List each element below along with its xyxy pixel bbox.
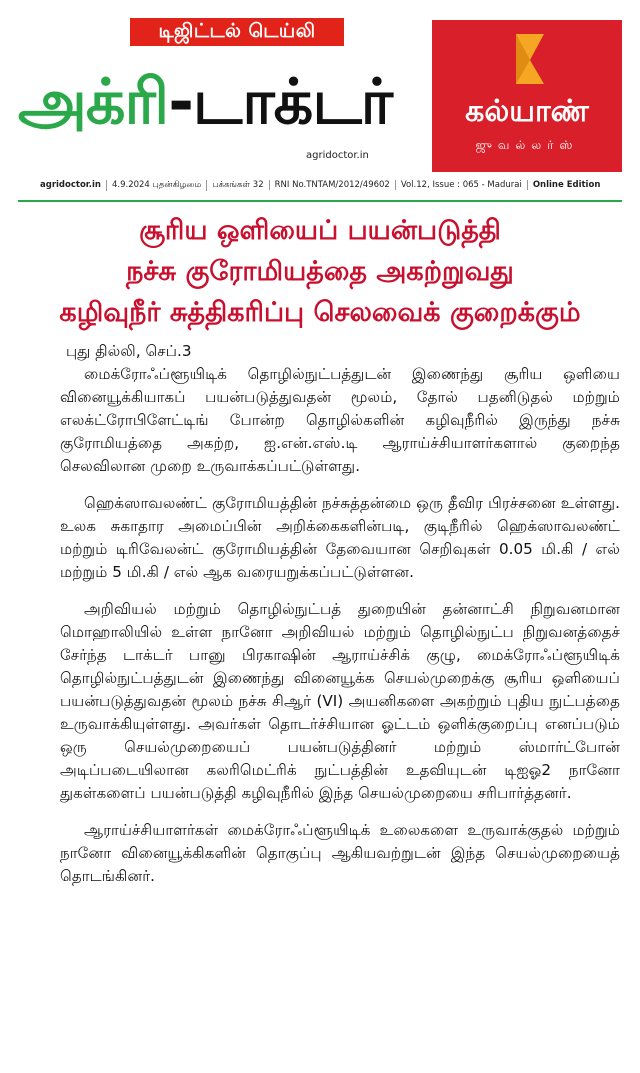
- logo-doctor: -டாக்டர்: [168, 65, 393, 138]
- article-paragraph: மைக்ரோஃப்ளூயிடிக் தொழில்நுட்பத்துடன் இணைந்து சூரிய ஒளியை வினையூக்கியாகப் பயன்படுத்துவதன் மூலம், தோல் பதனிடுதல் மற்றும் எலக்ட்ரோபிளேட்டிங் போன்ற தொழில்களின் கழிவுநீரில் இருந்து நச்சு குரோமியத்தை அகற்ற, ஐ.என்.எஸ்.டி ஆராய்ச்சியாளர்களால் குறைந்த செலவிலான முறை உருவாக்கப்பட்டுள்ளது.: [60, 365, 620, 475]
- headline-line: சூரிய ஒளியைப் பயன்படுத்தி: [139, 215, 501, 246]
- logo-site-url: agridoctor.in: [306, 150, 369, 161]
- article-body: [60, 340, 620, 902]
- digital-daily-banner: டிஜிட்டல் டெய்லி: [130, 18, 344, 46]
- article-paragraph: ஹெக்ஸாவலண்ட் குரோமியத்தின் நச்சுத்தன்மை ஒரு தீவிர பிரச்சனை உள்ளது. உலக சுகாதார அமைப்பின் அறிக்கைகளின்படி, குடிநீரில் ஹெக்ஸாவலண்ட் மற்றும் டிரிவேலன்ட் குரோமியத்தின் தேவையான செறிவுகள் 0.05 மி.கி / எல் மற்றும் 5 மி.கி / எல் ஆக வரையறுக்கப்பட்டுள்ளன.: [60, 494, 620, 581]
- dateline: புது தில்லி, செப்.3: [66, 342, 192, 360]
- masthead: [0, 0, 640, 200]
- info-rni: RNI No.TNTAM/2012/49602: [269, 180, 395, 190]
- info-site: agridoctor.in: [40, 180, 101, 190]
- headline-line: கழிவுநீர் சுத்திகரிப்பு செலவைக் குறைக்கும்: [59, 297, 581, 328]
- kalyan-logo-icon: [510, 30, 550, 88]
- ad-brand-name: கல்யாண்: [465, 94, 589, 129]
- info-volume: Vol.12, Issue : 065 - Madurai: [395, 180, 527, 190]
- kalyan-jewellers-ad: [432, 20, 622, 172]
- info-pages: பக்கங்கள் 32: [206, 180, 268, 191]
- logo-agri: அக்ரி: [18, 65, 169, 138]
- info-edition: Online Edition: [527, 180, 606, 190]
- headline-line: நச்சு குரோமியத்தை அகற்றுவது: [126, 256, 514, 287]
- info-date: 4.9.2024 புதன்கிழமை: [106, 180, 206, 191]
- article-headline: [20, 210, 620, 333]
- newspaper-logo: [18, 52, 413, 152]
- ad-brand-subtitle: ஜுவல்லர்ஸ்: [475, 138, 579, 152]
- article-paragraph: ஆராய்ச்சியாளர்கள் மைக்ரோஃப்ளூயிடிக் உலைகளை உருவாக்குதல் மற்றும் நானோ வினையூக்கிகளின் தொகுப்பு ஆகியவற்றுடன் இந்த செயல்முறையைத் தொடங்கினர்.: [60, 821, 620, 885]
- issue-info-bar: [40, 178, 630, 192]
- article-paragraph: அறிவியல் மற்றும் தொழில்நுட்பத் துறையின் தன்னாட்சி நிறுவனமான மொஹாலியில் உள்ள நானோ அறிவியல் மற்றும் தொழில்நுட்ப நிறுவனத்தைச் சேர்ந்த டாக்டர் பானு பிரகாஷின் ஆராய்ச்சிக் குழு, மைக்ரோஃப்ளூயிடிக் தொழில்நுட்பத்துடன் இணைந்து வினையூக்க செயல்முறைக்கு சூரிய ஒளியைப் பயன்படுத்துவதன் மூலம் நச்சு சிஆர் (VI) அயனிகளை அகற்றும் புதிய நுட்பத்தை உருவாக்கியுள்ளது. அவர்கள் தொடர்ச்சியான ஓட்டம் ஒளிக்குறைப்பு எனப்படும் ஒரு செயல்முறையைப் பயன்படுத்தினர் மற்றும் ஸ்மார்ட்போன் அடிப்படையிலான கலரிமெட்ரிக் நுட்பத்தின் உதவியுடன் டிஐஓ2 நானோ துகள்களைப் பயன்படுத்தி கழிவுநீரில் இந்த செயல்முறையை சரிபார்த்தனர்.: [60, 600, 620, 802]
- masthead-divider: [18, 200, 622, 202]
